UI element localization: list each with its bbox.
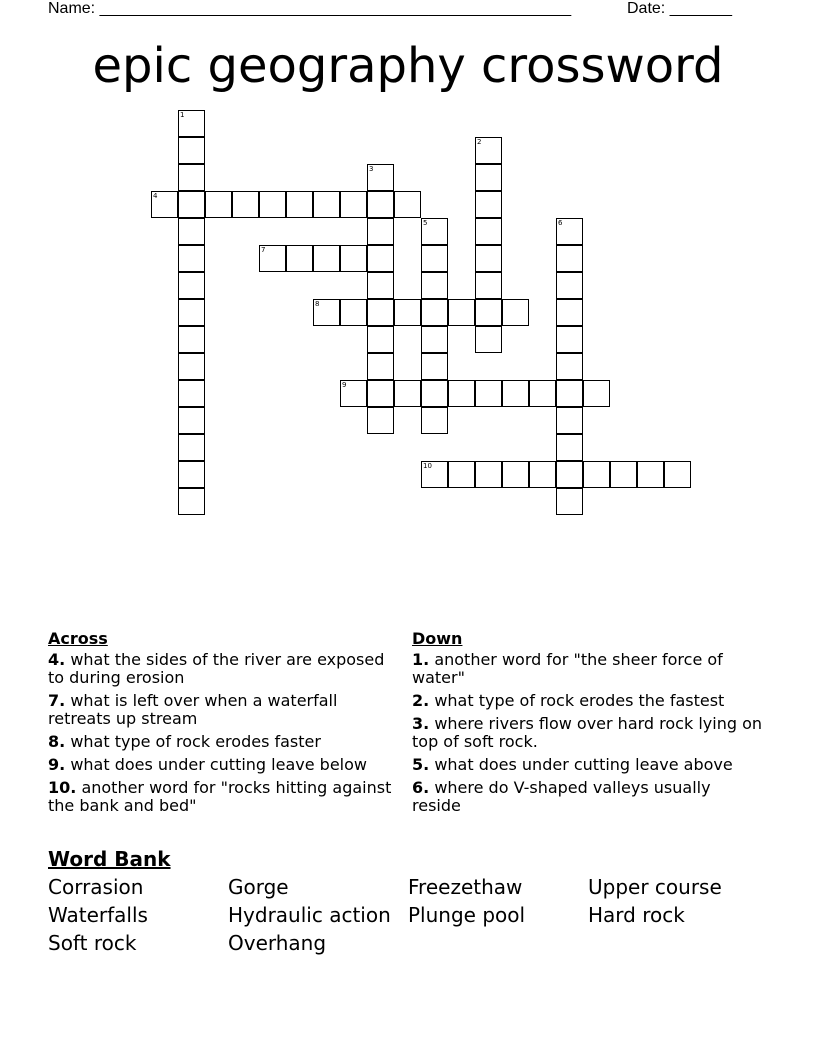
crossword-cell[interactable] [367, 191, 394, 218]
crossword-cell[interactable] [556, 245, 583, 272]
crossword-cell[interactable] [421, 380, 448, 407]
word-bank-item: Waterfalls [48, 903, 148, 927]
clue-down-3 [412, 715, 762, 751]
crossword-cell[interactable] [475, 137, 502, 164]
crossword-cell[interactable] [421, 245, 448, 272]
crossword-cell[interactable] [475, 380, 502, 407]
crossword-cell[interactable] [475, 461, 502, 488]
word-bank-title: Word Bank [48, 847, 171, 871]
crossword-cell[interactable] [178, 488, 205, 515]
cell-number: 6 [558, 219, 563, 227]
crossword-cell[interactable] [151, 191, 178, 218]
page-title: epic geography crossword [92, 38, 724, 94]
crossword-cell[interactable] [556, 461, 583, 488]
crossword-cell[interactable] [394, 191, 421, 218]
clue-text: what does under cutting leave above [434, 755, 733, 774]
crossword-cell[interactable] [421, 353, 448, 380]
word-bank-item: Upper course [588, 875, 722, 899]
crossword-cell[interactable] [610, 461, 637, 488]
crossword-cell[interactable] [421, 299, 448, 326]
cell-number: 9 [342, 381, 347, 389]
word-bank-item: Soft rock [48, 931, 137, 955]
down-clues [412, 630, 762, 820]
clue-across-4 [48, 651, 393, 687]
crossword-cell[interactable] [664, 461, 691, 488]
crossword-cell[interactable] [556, 353, 583, 380]
crossword-cell[interactable] [475, 191, 502, 218]
word-bank-item: Gorge [228, 875, 289, 899]
crossword-cell[interactable] [259, 245, 286, 272]
clue-text: what the sides of the river are exposed to during erosion [48, 650, 385, 687]
crossword-cell[interactable] [286, 191, 313, 218]
crossword-cell[interactable] [367, 326, 394, 353]
crossword-cell[interactable] [340, 191, 367, 218]
crossword-cell[interactable] [637, 461, 664, 488]
name-field-label: Name: _____________________________________________________ [48, 0, 572, 17]
crossword-cell[interactable] [340, 299, 367, 326]
crossword-cell[interactable] [556, 299, 583, 326]
crossword-cell[interactable] [178, 164, 205, 191]
crossword-cell[interactable] [556, 272, 583, 299]
crossword-cell[interactable] [367, 218, 394, 245]
clue-text: what type of rock erodes the fastest [434, 691, 725, 710]
crossword-cell[interactable] [421, 218, 448, 245]
crossword-cell[interactable] [178, 110, 205, 137]
crossword-cell[interactable] [475, 245, 502, 272]
crossword-cell[interactable] [340, 245, 367, 272]
clue-number: 10. [48, 778, 77, 797]
word-bank-item: Overhang [228, 931, 327, 955]
clue-down-5 [412, 756, 762, 774]
word-bank-item: Hard rock [588, 903, 685, 927]
crossword-cell[interactable] [313, 191, 340, 218]
crossword-cell[interactable] [475, 164, 502, 191]
crossword-cell[interactable] [259, 191, 286, 218]
crossword-cell[interactable] [502, 380, 529, 407]
clue-text: another word for "rocks hitting against the bank and bed" [48, 778, 392, 815]
crossword-cell[interactable] [178, 461, 205, 488]
crossword-cell[interactable] [367, 299, 394, 326]
crossword-cell[interactable] [394, 380, 421, 407]
cell-number: 8 [315, 300, 320, 308]
clue-across-7 [48, 692, 393, 728]
word-bank-item: Plunge pool [408, 903, 526, 927]
clue-number: 9. [48, 755, 66, 774]
down-heading: Down [412, 629, 463, 648]
crossword-cell[interactable] [178, 191, 205, 218]
clue-number: 5. [412, 755, 430, 774]
cell-number: 10 [423, 462, 432, 470]
clue-down-6 [412, 779, 762, 815]
crossword-cell[interactable] [556, 407, 583, 434]
name-date-line [48, 0, 768, 18]
clue-number: 2. [412, 691, 430, 710]
clue-text: where rivers flow over hard rock lying on top of soft rock. [412, 714, 762, 751]
crossword-cell[interactable] [529, 461, 556, 488]
crossword-cell[interactable] [475, 326, 502, 353]
cell-number: 3 [369, 165, 374, 173]
clue-number: 1. [412, 650, 430, 669]
crossword-cell[interactable] [313, 299, 340, 326]
clue-number: 7. [48, 691, 66, 710]
crossword-cell[interactable] [502, 461, 529, 488]
crossword-cell[interactable] [205, 191, 232, 218]
crossword-cell[interactable] [421, 407, 448, 434]
crossword-cell[interactable] [367, 245, 394, 272]
crossword-cell[interactable] [340, 380, 367, 407]
cell-number: 7 [261, 246, 266, 254]
crossword-cell[interactable] [367, 407, 394, 434]
across-heading: Across [48, 629, 108, 648]
crossword-cell[interactable] [313, 245, 340, 272]
crossword-cell[interactable] [556, 218, 583, 245]
clue-text: what type of rock erodes faster [70, 732, 321, 751]
crossword-cell[interactable] [367, 272, 394, 299]
crossword-cell[interactable] [178, 434, 205, 461]
crossword-cell[interactable] [421, 326, 448, 353]
crossword-cell[interactable] [475, 218, 502, 245]
crossword-cell[interactable] [556, 326, 583, 353]
crossword-cell[interactable] [178, 407, 205, 434]
clue-text: where do V-shaped valleys usually reside [412, 778, 711, 815]
crossword-cell[interactable] [367, 164, 394, 191]
crossword-cell[interactable] [394, 299, 421, 326]
crossword-cell[interactable] [421, 461, 448, 488]
clue-across-10 [48, 779, 393, 815]
cell-number: 5 [423, 219, 428, 227]
crossword-cell[interactable] [583, 380, 610, 407]
clue-across-9 [48, 756, 393, 774]
crossword-cell[interactable] [502, 299, 529, 326]
clue-number: 3. [412, 714, 430, 733]
crossword-cell[interactable] [448, 461, 475, 488]
crossword-cell[interactable] [178, 137, 205, 164]
crossword-cell[interactable] [286, 245, 313, 272]
clue-across-8 [48, 733, 393, 751]
cell-number: 4 [153, 192, 158, 200]
crossword-cell[interactable] [421, 272, 448, 299]
crossword-cell[interactable] [367, 353, 394, 380]
crossword-cell[interactable] [448, 299, 475, 326]
cell-number: 2 [477, 138, 482, 146]
across-clues [48, 630, 393, 820]
clue-text: another word for "the sheer force of water" [412, 650, 723, 687]
crossword-cell[interactable] [178, 218, 205, 245]
crossword-cell[interactable] [556, 434, 583, 461]
word-bank-item: Freezethaw [408, 875, 523, 899]
crossword-cell[interactable] [178, 326, 205, 353]
crossword-cell[interactable] [583, 461, 610, 488]
crossword-cell[interactable] [232, 191, 259, 218]
word-bank-item: Hydraulic action [228, 903, 391, 927]
crossword-cell[interactable] [178, 353, 205, 380]
crossword-cell[interactable] [556, 488, 583, 515]
crossword-cell[interactable] [556, 380, 583, 407]
crossword-cell[interactable] [475, 272, 502, 299]
crossword-cell[interactable] [475, 299, 502, 326]
word-bank [48, 874, 768, 958]
clue-number: 4. [48, 650, 66, 669]
clue-down-2 [412, 692, 762, 710]
clue-text: what is left over when a waterfall retreats up stream [48, 691, 338, 728]
cell-number: 1 [180, 111, 185, 119]
crossword-cell[interactable] [178, 272, 205, 299]
clue-down-1 [412, 651, 762, 687]
crossword-cell[interactable] [448, 380, 475, 407]
crossword-cell[interactable] [178, 380, 205, 407]
crossword-cell[interactable] [178, 299, 205, 326]
crossword-cell[interactable] [367, 380, 394, 407]
clue-number: 6. [412, 778, 430, 797]
clue-text: what does under cutting leave below [70, 755, 367, 774]
crossword-cell[interactable] [178, 245, 205, 272]
clue-number: 8. [48, 732, 66, 751]
crossword-cell[interactable] [529, 380, 556, 407]
word-bank-item: Corrasion [48, 875, 144, 899]
date-field-label: Date: _______ [627, 0, 732, 17]
